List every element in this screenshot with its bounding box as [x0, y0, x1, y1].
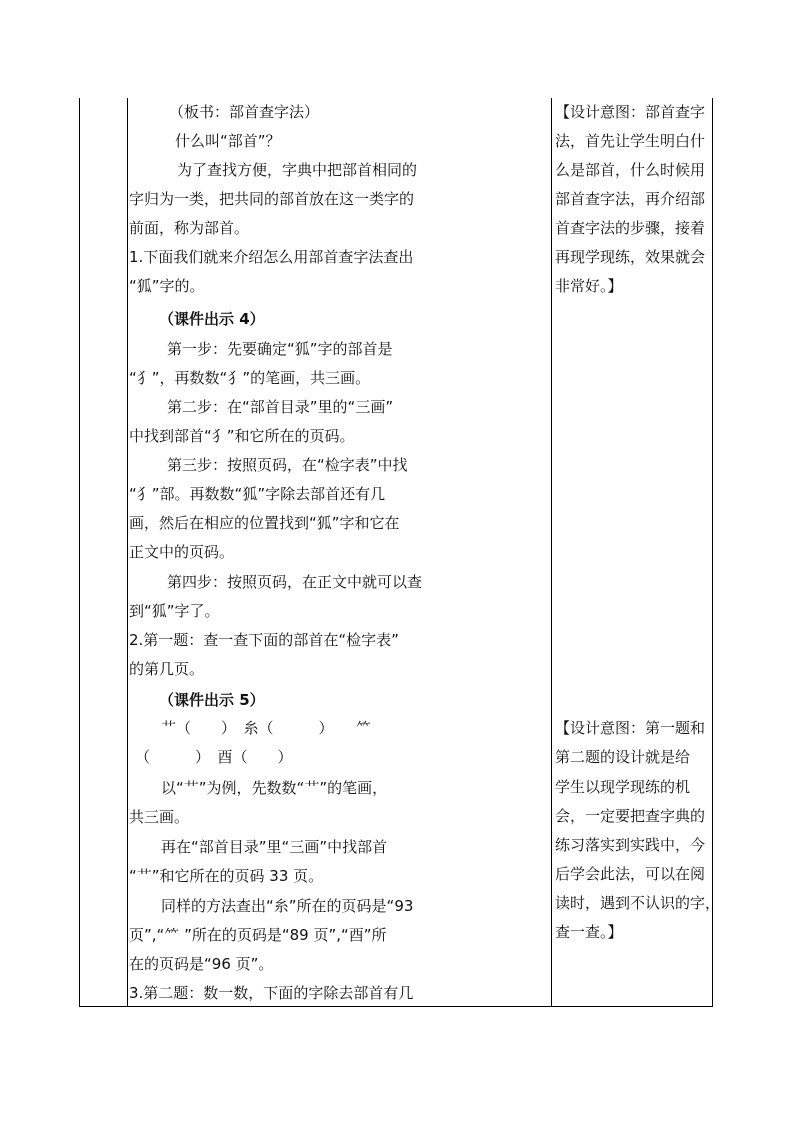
- text-line: 第三步：按照页码，在“检字表”中找: [167, 456, 408, 474]
- text-line: “犭”部。再数数“狐”字除去部首还有几: [129, 485, 386, 503]
- design-note-2-line: 查一查。】: [555, 923, 623, 941]
- design-note-1-line: 【设计意图：部首查字: [555, 103, 706, 121]
- design-note-2-line: 练习落实到实践中，今: [555, 836, 706, 854]
- text-line: “狐”字的。: [129, 277, 205, 295]
- text-line: 正文中的页码。: [129, 543, 235, 561]
- text-line: 为了查找方便，字典中把部首相同的: [177, 161, 418, 179]
- text-line: （板书：部首查字法）: [169, 103, 320, 121]
- design-note-2-line: 【设计意图：第一题和: [555, 719, 706, 737]
- text-line: 再在“部首目录”里“三画”中找部首: [161, 838, 388, 856]
- design-note-1-line: 部首查字法，再介绍部: [555, 190, 706, 208]
- design-note-2-line: 会，一定要把查字典的: [555, 807, 706, 825]
- text-line: “艹”和它所在的页码 33 页。: [129, 867, 324, 885]
- table-column-divider-1: [127, 98, 128, 1007]
- design-note-2-line: 后学会此法，可以在阅: [555, 865, 706, 883]
- text-line: 中找到部首“犭”和它所在的页码。: [129, 427, 355, 445]
- text-line: 2.第一题：查一查下面的部首在“检字表”: [129, 631, 399, 649]
- design-note-1-line: 首查字法的步骤，接着: [555, 219, 706, 237]
- text-line: 到“狐”字了。: [129, 602, 220, 620]
- courseware-heading: （课件出示 5）: [159, 691, 265, 709]
- exercise-radicals-line: （ ） 酉（ ）: [135, 748, 293, 766]
- text-line: 字归为一类，把共同的部首放在这一类字的: [129, 190, 415, 208]
- text-line: 画，然后在相应的位置找到“狐”字和它在: [129, 514, 400, 532]
- text-line: 页”,“⺮ ”所在的页码是“89 页”,“酉”所: [129, 926, 387, 944]
- design-note-2-line: 读时，遇到不认识的字，: [555, 894, 721, 912]
- text-line: 在的页码是“96 页”。: [129, 955, 274, 973]
- table-left-border: [79, 98, 80, 1007]
- exercise-radicals-line: 艹（ ） 糸（ ） ⺮: [161, 719, 372, 737]
- text-line: 第四步：按照页码，在正文中就可以查: [167, 573, 423, 591]
- text-line: “犭”，再数数“犭”的笔画，共三画。: [129, 369, 371, 387]
- text-line: 1.下面我们就来介绍怎么用部首查字法查出: [129, 248, 414, 266]
- design-note-2-line: 第二题的设计就是给: [555, 748, 691, 766]
- text-line: 第二步：在“部首目录”里的“三画”: [167, 398, 394, 416]
- table-column-divider-2: [551, 98, 552, 1007]
- text-line: 第一步：先要确定“狐”字的部首是: [167, 340, 393, 358]
- text-line: 的第几页。: [129, 660, 205, 678]
- courseware-heading: （课件出示 4）: [159, 310, 265, 328]
- text-line: 以“艹”为例，先数数“艹”的笔画，: [161, 779, 388, 797]
- design-note-1-line: 么是部首，什么时候用: [555, 161, 706, 179]
- design-note-1-line: 再现学现练，效果就会: [555, 248, 706, 266]
- text-line: 同样的方法查出“糸”所在的页码是“93: [161, 897, 414, 915]
- design-note-2-line: 学生以现学现练的机: [555, 778, 691, 796]
- text-line: 3.第二题：数一数，下面的字除去部首有几: [129, 984, 414, 1002]
- table-right-border: [712, 98, 713, 1007]
- text-line: 什么叫“部首”？: [175, 132, 281, 150]
- design-note-1-line: 法，首先让学生明白什: [555, 132, 706, 150]
- design-note-1-line: 非常好。】: [555, 277, 623, 295]
- text-line: 前面，称为部首。: [129, 219, 250, 237]
- text-line: 共三画。: [129, 808, 190, 826]
